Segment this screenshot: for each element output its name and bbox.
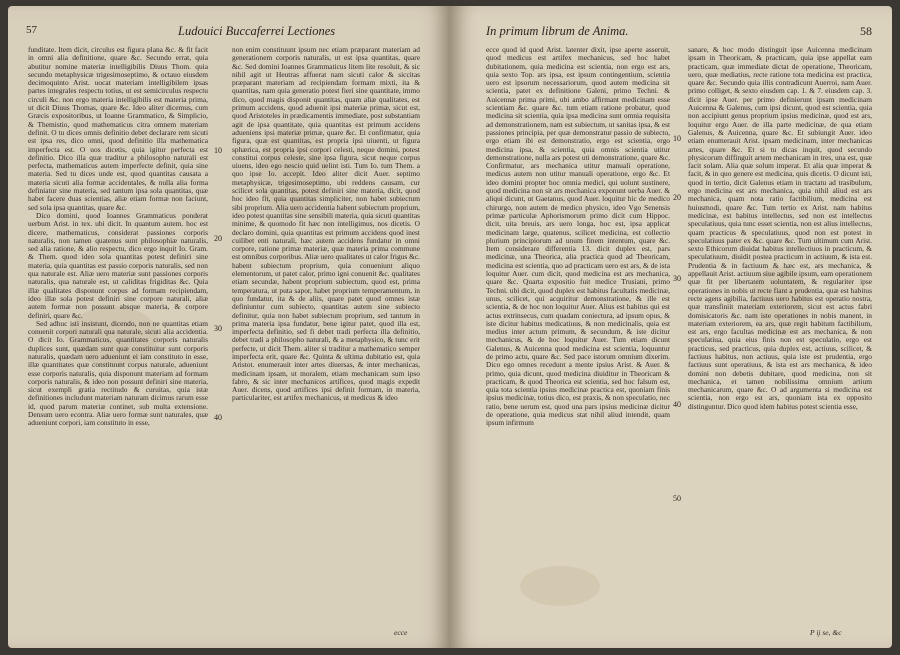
- text-column-2: [688, 46, 872, 621]
- line-number: 20: [673, 193, 681, 202]
- paragraph: Dico domini, quod Ioannes Grammaticus ponderat uerbum Arist. in tex. ubi dicit. In quantum autem. hoc est dicere, mathematicus, considerat passiones corporis naturalis, non tamen quatenus sunt philosophiæ naturalis, sed alia ratione, & alio respectu, dico ergo inquit Io. Gram. & Them. quod ideo sola quantitas potest definiri sine materia, quia quantitas est passio corporis naturalis, sed non qua naturale est. Aliæ uero materiæ sunt passiones corporis naturalis, qua naturale est, ut caliditas frigiditas &c. Quia illæ qualitates disponunt corpus ad formam recipiendam, ideo illæ sola potest definiri sine corpore naturali, aliæ autem formæ non possunt absque materia, & corpore definiri, quare &c.: [28, 210, 208, 320]
- running-title: In primum librum de Anima.: [486, 24, 629, 38]
- paragraph: ecce quod id quod Arist. latenter dixit, ipse aperte asseruit, quod medicus est artifex mechanicus, sed hoc habet dubitationem, quia medicina est scientia, non ergo est ars, quia sexto Top. ars ipsa, est ipsum contingentium, scientia uero est ipsorum necessariorum, quod autem medicina sit scientia, patet ex definitione Galeni, primo Techni. & Auicennæ prima primi, ubi ambo affirmant medicinam esse scientiam &c. quare &c. tum etiam ratione probatur, quod medicina sit scientia, quia ipsa medicina sunt omnia requisita ad demonstrationem, nam est subiectum, ut sanitas ipsa, & est passiones principia, per quæ demonstratur passio de subiecto, ergo etiam ibi est demonstratio, ergo est scientia, ergo medicina ipsa, & scientia, quia omnis scientia utitur demonstratione, nulla ars potest uti demonstratione, quare &c. Confirmatur, ars mechanica utitur manuali operatione, medicus autem non utitur manuali operatione, ergo &c. Et ideo domini propter hoc omnia medici, qui uolunt sustinere, quod medicina non sit ars mechanica exponunt uerba Auer. & aliqui dicunt, ut Gaetanus, quod Auer. loquitur hic de medico chirurgo, non autem de medico physico, ideo Vgo Senensis primæ particulæ Aphorismorum primo dicit cum Hippoc. dicit, uita breuis, ars uero longa, hoc est, ipsa applicat medicinam large, quatenus, scilicet medicina, est collectio plurium principiorum ad unum finem intentum, quare &c. Item considerare differentia 13. dicit duplex est, pars medicinæ, una Theorica, alia practica quod ad Theoricam, medicina est scientia, quo ad practicam uero est ars, & de ista loquitur Auer. cum dicit, quod medicina est ars mechanica, quare &c. Quarta expositio fuit medice Trusiani, primo Techni. ubi dicit, quod duplex est habitus facultatis medicinæ, unus, scilicet, qui acquiritur demonstratione, & ille est scientia, & de hoc non loquitur Auer. Alius est habitus qui est actus extrinsecus, cum quadam coniectura, ad ipsum opus, & iste dicitur habitus medicatiuus, & non medicinalis, quia est medius inter actum primum, & secundum, & iste dicitur mechanicus, & de hoc loquitur Auer. Tum etiam dicunt Galenus, & Auicenna quod medicina est scientia, loquuntur de primo actu, quare &c. Sed pace istorum omnium dixerim. Dico ego omnes recedunt a mente ipsius Arist. & Auer. & primo, quia dicunt, quod medicina diuiditur in Theoricam & practicam, & quod Theorica est scientia, sed hoc falsum est, quia tota scientia ipsius medicinæ practica est, quoniam finis ipsius medicinæ, totius dico, est praxis, & non speculatio, nec ratio, bene uerum est, quod una pars ipsius medicinæ dicitur de operatione, quia medicus stat nihil aliud intendit, quam ipsum infirmum: [486, 46, 670, 428]
- running-title: Ludouici Buccaferrei Lectiones: [178, 24, 336, 38]
- left-page: [8, 6, 450, 648]
- line-number: 30: [214, 324, 222, 333]
- paragraph: non enim constituunt ipsum nec etiam præparant materiam ad generationem corporis naturalis, ut est ipsa quantitas, quare &c. Sed domini Ioannes Grammaticus litem lite resoluit, & sic nihil agit ut Heutras affuerat nam sicuti calor & siccitas præparant materiam ad recipiendam formam mixti, ita & quantitas, nam quia generatio potest fieri sine quantitate, immo dico, quod magis disponit quantitas, quam aliæ qualitates, est primum accidens, quod aduenit ipsi materiæ primæ, sicut est, quod Aristoteles in prædicamentis immediate, post substantiam agit de ipsa quantitate, quia quantitas est primum accidens adueniens ipsi materiæ primæ, quare &c. Et confirmatur, quia figura, quæ est quantitas, est propria ipsi uiuenti, ut figura sphærica, est propria ipsi corpori celesti, neque domini, potest constitui corpus celeste, sine ipsa figura, sicut neque corpus uiuens, ideo ego nescio quid uelint isti. Tum Io. tum Them. a quo ipse Io. accepit. Ideo aliter dicit Auer. septimo metaphysicæ, trigesimoseptimo, ubi reddens causam, cur scilicet sola quantitas, potest definiri sine materia, dicit, quod hoc ideo fit, quia quantitas simpliciter, non habet subiectum sibi proprium. Alia uero accidentia habent subiectum proprium, ideo potest quantitas sine sensibili materia, quia sicuti quantitas minime, & quomodo fit hæc non intelligimus, nos dicetis. O declaro domini, quia quantitas est primum accidens quod inest cuilibet enti naturali, hæc autem accidens fundatur in omni corpore, ratione primæ materiæ, quæ materia prima commune est omnibus corporibus. Aliæ uero qualitates ut calor frigus &c. habent subiectum proprium, quia conueniunt aliquo elementorum, ut patet calor, primo igni conuenit &c. qualitates etiam secundæ, habent proprium subiectum, quod est, prima temperatura, ut puta sapor, habet proprium temperamentum, in quo fundatur, ita & de aliis, quare patet quod omnes istæ definiuntur cum subiecto, quantitas autem sine subiecto definitur, quia non habet subiectum proprium, sed tantum in prima materia ipsa fundatur, bene igitur patet, quod illa est, imperfecta definitio, sed fi debet tradi perfecta illa definitio, debet tradi a philosopho naturali, & a metaphysico, & tunc erit perfecte, ut dicit Them. aliter si traditur a mathematico semper imperfecta erit, quare &c. Quinta & ultima dubitatio est, quia Aristot. enumerauit inter artes diuersas, & inter mechanicas, medicinam ipsam, ut moralem, etiam mechanicam sum ipso fabro, & sic inter mechanicos artifices, quod magis expedit Auer. dicens, quod artifices ipsi definit formam, in materia, particulariter, est artifex mechanicus, ut medicus & ideo: [232, 46, 420, 403]
- line-number: 40: [214, 413, 222, 422]
- paragraph: funditate. Item dicit, circulus est figura plana &c. & fit facit in omni alia definitione, quare &c. Secundo errat, quia abutitur nomine materiæ intelligibilis Diuus Thom. quia secundo metaphysicæ trigesimoseptimo, & octauo eiusdem decimoquinto Arist. uocat materiam intelligibilem ipsas partes integrales respectu totius, ut est semicirculus respectu circuli &c. non ergo materia intelligibilis est materia prima, ut dicit Diuus Thomas, quare &c. Ideo aliter dicemus, cum Græcis expositoribus, ut Ioanne Grammatico, & Simplicio, & Themistio, quod mathematicus citra omnem materiam definit. O tu dices omnis definitio debet declarare rem sicuti est ipsa res, dico omni, quod definitio illa mathematica imperfecta est. O uos dicetis, quia igitur perfecta est definitio. Dico illa quæ traditur a philosopho naturali est perfecta, mathematicus autem imperfecte definit, quia sine materia. Sed tu dices unde est, quod quantitas causata a materia sicuti alia formæ accidentales, & nulla alia forma definiatur sine materia, sed tantum ipsa sola quantitas, quæ habet facere duas scientias, aliæ etiam formæ non faciunt, sed sola ipsa quantitas, quare &c.: [28, 46, 208, 212]
- line-number: 10: [673, 134, 681, 143]
- line-number: 40: [673, 400, 681, 409]
- text-column-1: [486, 46, 670, 621]
- text-column-2: [232, 46, 420, 621]
- paragraph: Sed adhuc isti insistunt, dicendo, non ne quantitas etiam conuenit corpori naturali qua naturale, sicuti alia accidentia. O dicit Io. Grammaticus, quantitates corporis naturalis duplices sunt, quædam sunt quæ constituitur sunt corporis naturalis, quædam uero adueniunt ei iam constituto in esse, illæ quantitates quæ constituunt corpus naturale, adueniunt esse corporis naturalis, quia disponunt materiam ad formam corporis naturalis, & ideo non possunt definiri sine materia, sicut exempli gratia rectitudo & curuitas, quia istæ definitiones includunt materiam naturam dicimus rarum esse id, quod parum materiæ continet, sub multa extensione. Densum uero econtra. Aliæ uero formæ sunt naturales, quæ adueniunt corpori, iam constituto in esse,: [28, 318, 208, 428]
- line-number: 10: [214, 146, 222, 155]
- right-page: [450, 6, 892, 648]
- book-spread: [8, 6, 892, 648]
- line-number: 50: [673, 494, 681, 503]
- page-number: 58: [860, 24, 872, 38]
- line-number: 30: [673, 274, 681, 283]
- paragraph: sanare, & hoc modo distinguit ipse Auicenna medicinam ipsam in Theoricam, & practicam, quia ipse appellat eam practicam, quæ immediate dictat de operatione, Theoricam, uero, quæ mediatius, recte ratione tota medicina est practica, quare &c. Secundo quia illis contradicunt Auerroi, nam Auer. primo colliget, & sexto eiusdem cap. 1. & 7. eiusdem cap. 3. dicit ipse Auer. per primo definierunt ipsam medicinam Auicenna & Galenus, cum ipsi dicunt, quod est scientia, quia non accipiunt genus proprium ipsius medicinæ, quod est ars, loquitur ergo Auer. de illa parte medicinæ, de qua etiam Galenus, & Auicenna, quare &c. Et subiungit Auer. ideo etiam enumerauit Arist. ipsam medicinam, inter mechanicas artes, quare &c. Et si tu dicas inquit, quod secundo physicorum diffinguit artem mechanicam in tres, una est, quæ facit solam. Alia quæ solum imperat. Et alia quæ imperat & facit, & in quo genere est medicina, quis dicetis. O dicunt isti, quod in tertio, dicit Galenus etiam in tractatu ad trasibulum, ergo medicina est ars mechanica, quia nihil aliud est ars mechanica, quam nota ratio factibilium, medicina est huiusmodi, quare &c. Tum tertio ex Arist. nam habitus medicinæ, est habitus intellectus, sed non est intellectus speculatiuus, quia tunc esset scientia, non est alius intellectus, quam practicus & speculatiuus, quod non est potest in speculatiuus pater ex &c. quare &c. Tum ultimum cum Arist. sexto Ethicorum diuidat habitus intellectiuos in practicum, & speculatiuum, diuidit postea practicum in actiuum, & ista est. Prudentia & in factiuum & hæc est, ars mechanica, & appellauit Arist. actiuum siue agibile ipsum, eam operationem quæ fit per libertatem uoluntatem, & regulariter ipse operationes in nobis ut recte fiant a prudentia, quæ est habitus recte agens agibilia, factiuus uero habitus est operatio nostra, quæ transfiniit materiam exteriorem, sicut est actus fabri domisicatoris &c. nam iste operationes in nobis manent, in materiam exteriorem, ea ars, quæ regit habitum factibilium, est ars, ergo facultas medicinæ est ars mechanica, & non speculatiua, quia eius finis non est speculatio, ergo est practicus, sed practicus, quia duplex est, actiuus, scilicet, & factiuus habitus, non actiuus, quia iste est prudentia, ergo factiuus sunt operatiuus, & ista est ars mechanica, & ideo domini non debetis dubitare, quod medicina, non sit mechanica, et tamen nobilissima omnium artium mechanicarum, quare &c. O ad argumenta si medicina est scientia, non ergo est ars, quoniam ista ex opposito distinguntur. Dico quod idem habitus potest scientia esse,: [688, 46, 872, 411]
- page-number: 57: [26, 24, 37, 36]
- catchword: P ij se, &c: [810, 628, 842, 637]
- text-column-1: [28, 46, 208, 621]
- catchword: ecce: [394, 628, 408, 637]
- line-number: 20: [214, 234, 222, 243]
